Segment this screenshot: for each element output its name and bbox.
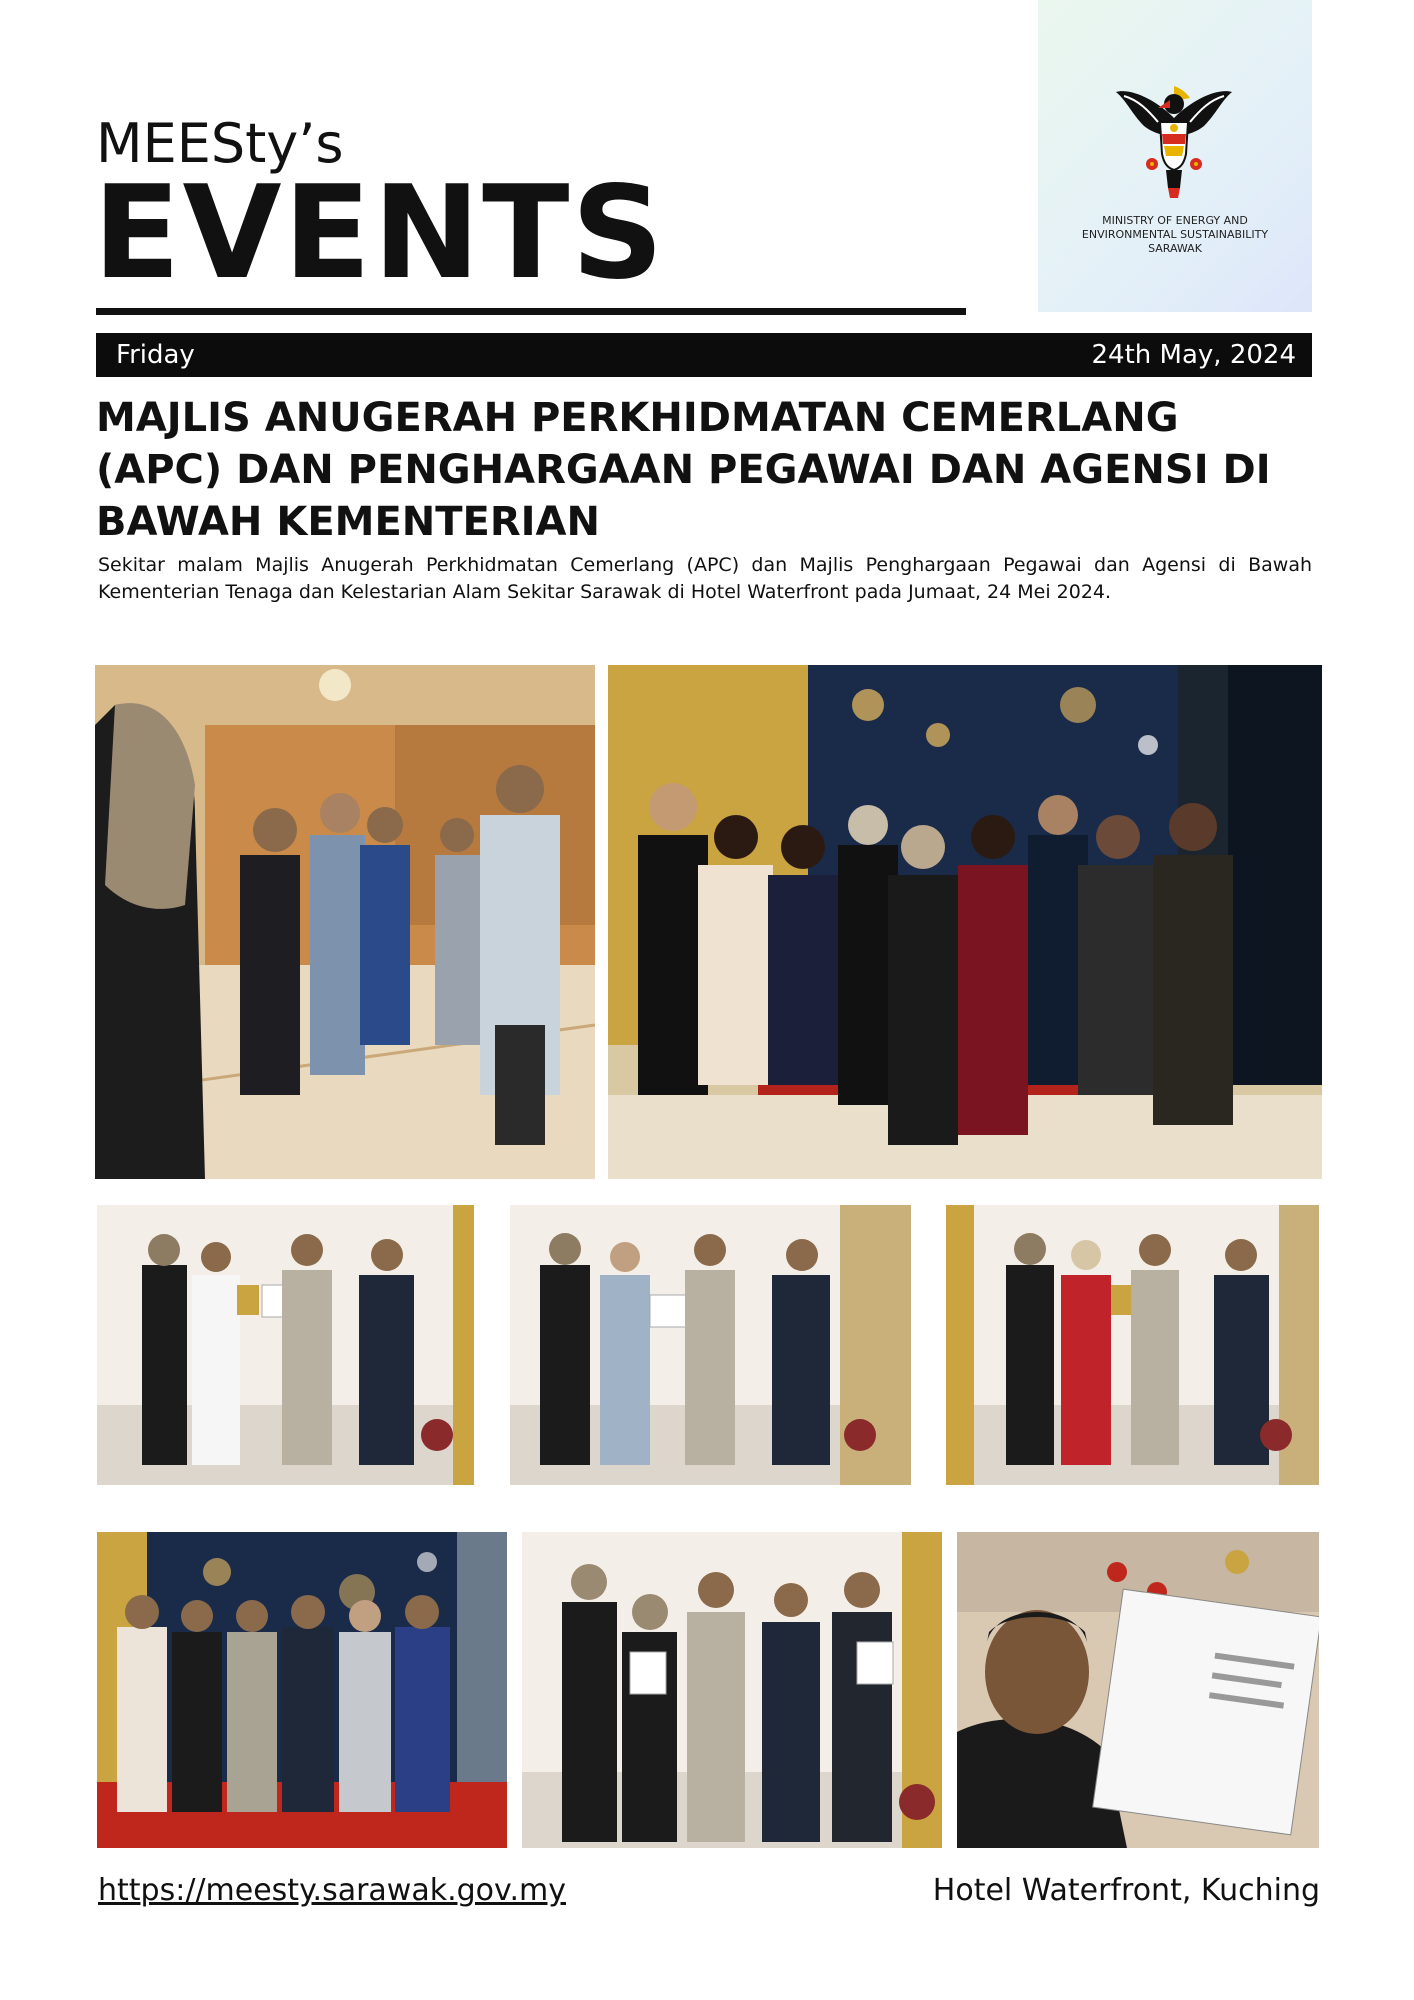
ministry-name-line3: SARAWAK — [1148, 242, 1202, 255]
ministry-name-line2: ENVIRONMENTAL SUSTAINABILITY — [1081, 228, 1269, 241]
event-photo — [608, 665, 1322, 1179]
event-day: Friday — [116, 340, 195, 370]
event-photo — [97, 1205, 474, 1485]
event-location: Hotel Waterfront, Kuching — [932, 1873, 1320, 1908]
ministry-name — [1040, 214, 1310, 256]
series-subtitle: MEESty’s — [96, 112, 344, 175]
article-intro: Sekitar malam Majlis Anugerah Perkhidmatan Cemerlang (APC) dan Majlis Penghargaan Pegawai dan Agensi di Bawah Kementerian Tenaga dan Kelestarian Alam Sekitar Sarawak di Hotel Waterfront pada Jumaat, 24 Mei 2024. — [98, 554, 1312, 603]
event-photo — [97, 1532, 507, 1848]
title-divider — [96, 308, 966, 315]
event-photo — [946, 1205, 1319, 1485]
event-photo — [95, 665, 595, 1179]
event-date: 24th May, 2024 — [1091, 340, 1296, 370]
event-photo — [510, 1205, 911, 1485]
event-photo — [522, 1532, 942, 1848]
sarawak-hornbill-emblem-icon — [1114, 78, 1234, 202]
page-title: EVENTS — [93, 159, 666, 308]
website-link[interactable]: https://meesty.sarawak.gov.my — [98, 1873, 566, 1908]
ministry-name-line1: MINISTRY OF ENERGY AND — [1102, 214, 1248, 227]
article-headline: MAJLIS ANUGERAH PERKHIDMATAN CEMERLANG (APC) DAN PENGHARGAAN PEGAWAI DAN AGENSI DI BAWAH KEMENTERIAN — [96, 395, 1271, 545]
event-photo — [957, 1532, 1319, 1848]
